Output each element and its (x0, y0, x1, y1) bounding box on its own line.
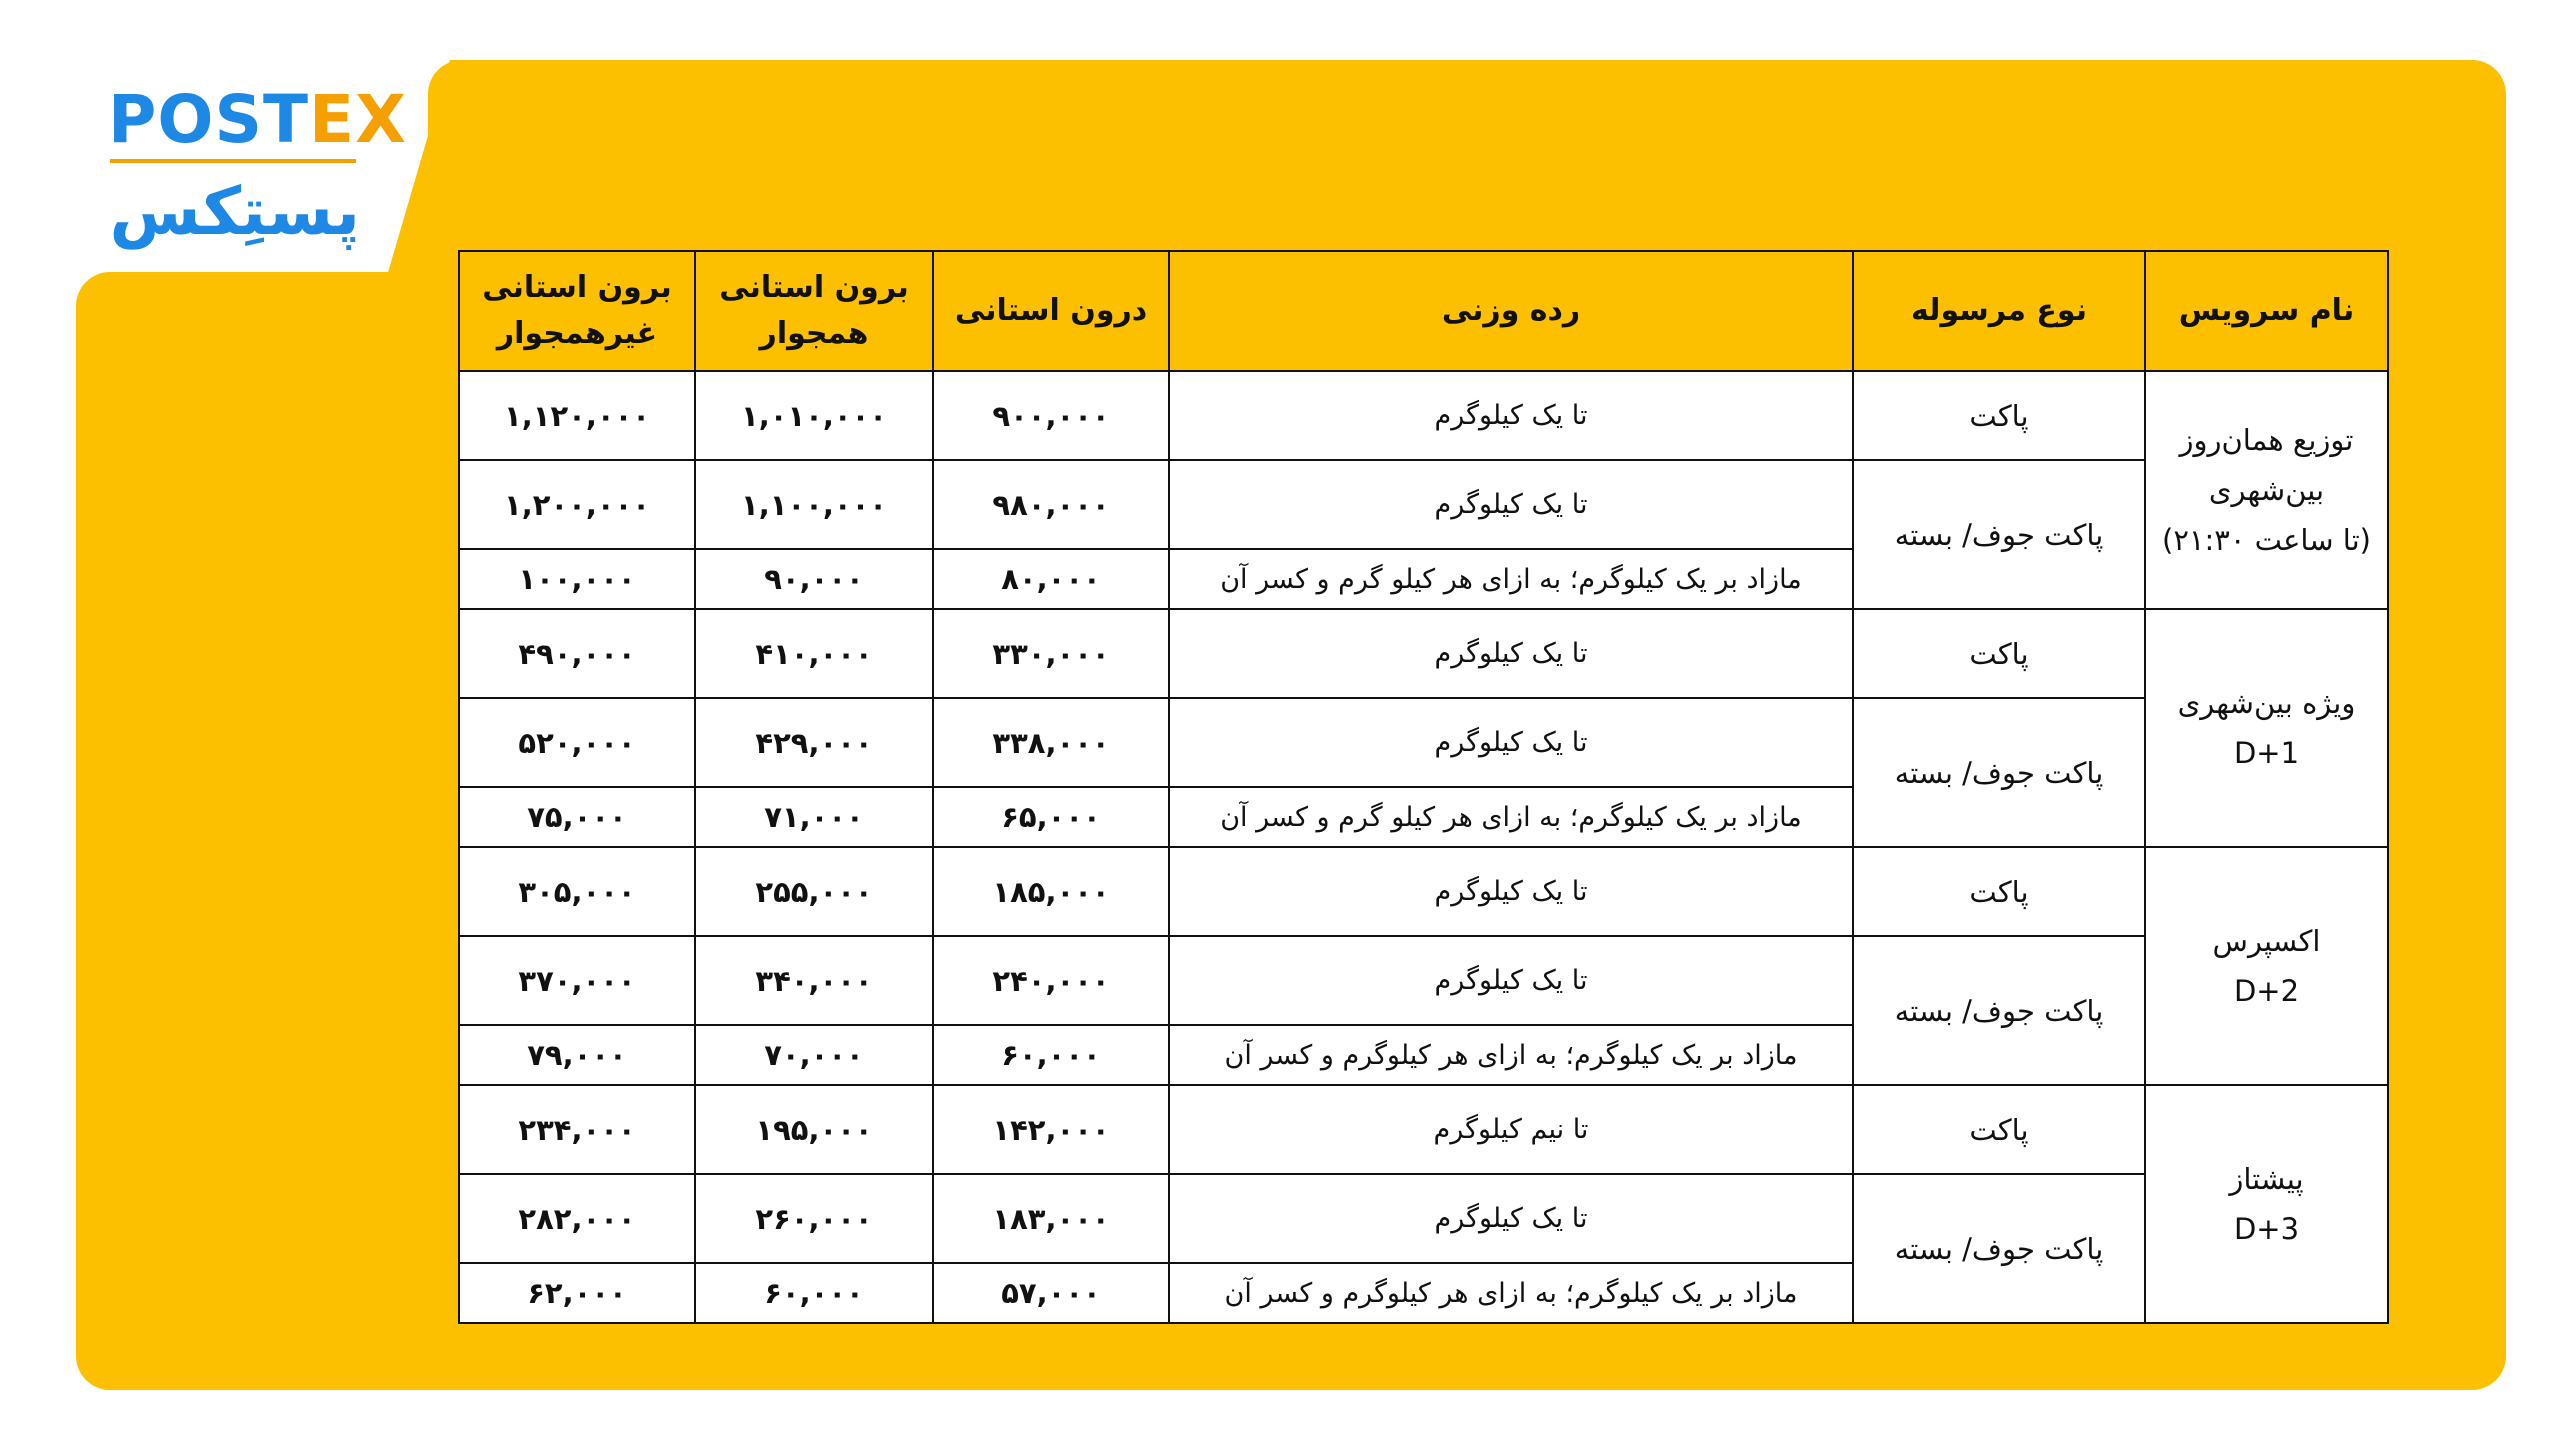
price-nonneighbor-cell: ۶۲,۰۰۰ (459, 1263, 695, 1323)
logo-divider (110, 159, 356, 163)
price-nonneighbor-cell: ۷۹,۰۰۰ (459, 1025, 695, 1085)
header-inter-nonneighbor-line2: غیرهمجوار (496, 316, 658, 351)
service-name-line: D+1 (2233, 736, 2300, 770)
header-inter-nonneighbor (459, 251, 695, 371)
header-parcel-type: نوع مرسوله (1853, 251, 2145, 371)
price-neighbor-cell: ۱,۱۰۰,۰۰۰ (695, 460, 933, 549)
service-name-line: توزیع همان‌روز (2179, 423, 2354, 457)
service-cell (2145, 847, 2388, 1085)
price-intra-cell: ۱۴۲,۰۰۰ (933, 1085, 1169, 1174)
service-name-line: (تا ساعت ۲۱:۳۰) (2162, 523, 2371, 557)
header-inter-neighbor-line2: همجوار (759, 316, 869, 351)
header-service: نام سرویس (2145, 251, 2388, 371)
price-nonneighbor-cell: ۷۵,۰۰۰ (459, 787, 695, 847)
price-neighbor-cell: ۹۰,۰۰۰ (695, 549, 933, 609)
price-intra-cell: ۶۰,۰۰۰ (933, 1025, 1169, 1085)
weight-class-cell: تا یک کیلوگرم (1169, 847, 1853, 936)
price-neighbor-cell: ۷۰,۰۰۰ (695, 1025, 933, 1085)
parcel-type-cell: پاکت (1853, 1085, 2145, 1174)
table-row (459, 609, 2388, 698)
service-name-line: ویژه بین‌شهری (2177, 686, 2356, 720)
logo-post: POST (108, 81, 310, 158)
weight-class-cell: مازاد بر یک کیلوگرم؛ به ازای هر کیلو گرم و کسر آن (1169, 549, 1853, 609)
parcel-type-cell: پاکت جوف/ بسته (1853, 1174, 2145, 1323)
header-inter-nonneighbor-line1: برون استانی (482, 270, 672, 305)
header-intra-province: درون استانی (933, 251, 1169, 371)
logo-ex: EX (309, 81, 408, 158)
parcel-type-cell: پاکت (1853, 609, 2145, 698)
price-intra-cell: ۱۸۵,۰۰۰ (933, 847, 1169, 936)
price-neighbor-cell: ۲۶۰,۰۰۰ (695, 1174, 933, 1263)
price-neighbor-cell: ۲۵۵,۰۰۰ (695, 847, 933, 936)
price-neighbor-cell: ۷۱,۰۰۰ (695, 787, 933, 847)
parcel-type-cell: پاکت جوف/ بسته (1853, 698, 2145, 847)
price-nonneighbor-cell: ۳۷۰,۰۰۰ (459, 936, 695, 1025)
header-inter-neighbor (695, 251, 933, 371)
table-row (459, 460, 2388, 549)
table-row (459, 1174, 2388, 1263)
weight-class-cell: تا یک کیلوگرم (1169, 698, 1853, 787)
table-header-row (459, 251, 2388, 371)
price-neighbor-cell: ۳۴۰,۰۰۰ (695, 936, 933, 1025)
price-intra-cell: ۳۳۸,۰۰۰ (933, 698, 1169, 787)
weight-class-cell: تا یک کیلوگرم (1169, 1174, 1853, 1263)
price-nonneighbor-cell: ۳۰۵,۰۰۰ (459, 847, 695, 936)
price-nonneighbor-cell: ۱,۱۲۰,۰۰۰ (459, 371, 695, 460)
price-intra-cell: ۱۸۳,۰۰۰ (933, 1174, 1169, 1263)
price-nonneighbor-cell: ۵۲۰,۰۰۰ (459, 698, 695, 787)
table-row (459, 936, 2388, 1025)
price-intra-cell: ۲۴۰,۰۰۰ (933, 936, 1169, 1025)
price-intra-cell: ۶۵,۰۰۰ (933, 787, 1169, 847)
table-row (459, 847, 2388, 936)
price-nonneighbor-cell: ۱,۲۰۰,۰۰۰ (459, 460, 695, 549)
logo-persian-text: پستِکس (109, 173, 360, 250)
price-intra-cell: ۳۳۰,۰۰۰ (933, 609, 1169, 698)
logo-latin-text (108, 80, 407, 160)
price-neighbor-cell: ۱,۰۱۰,۰۰۰ (695, 371, 933, 460)
table-row (459, 371, 2388, 460)
weight-class-cell: مازاد بر یک کیلوگرم؛ به ازای هر کیلوگرم و کسر آن (1169, 1263, 1853, 1323)
service-name-line: بین‌شهری (2208, 473, 2325, 507)
postex-logo (100, 80, 408, 260)
weight-class-cell: تا یک کیلوگرم (1169, 460, 1853, 549)
price-neighbor-cell: ۴۲۹,۰۰۰ (695, 698, 933, 787)
weight-class-cell: تا یک کیلوگرم (1169, 936, 1853, 1025)
service-cell (2145, 371, 2388, 609)
service-name-line: D+2 (2233, 974, 2300, 1008)
price-neighbor-cell: ۴۱۰,۰۰۰ (695, 609, 933, 698)
header-weight-class: رده وزنی (1169, 251, 1853, 371)
service-cell (2145, 1085, 2388, 1323)
parcel-type-cell: پاکت جوف/ بسته (1853, 936, 2145, 1085)
service-name-line: D+3 (2233, 1212, 2300, 1246)
parcel-type-cell: پاکت (1853, 847, 2145, 936)
weight-class-cell: مازاد بر یک کیلوگرم؛ به ازای هر کیلوگرم و کسر آن (1169, 1025, 1853, 1085)
price-nonneighbor-cell: ۴۹۰,۰۰۰ (459, 609, 695, 698)
header-inter-neighbor-line1: برون استانی (719, 270, 909, 305)
price-neighbor-cell: ۱۹۵,۰۰۰ (695, 1085, 933, 1174)
price-nonneighbor-cell: ۲۸۲,۰۰۰ (459, 1174, 695, 1263)
service-name-line: اکسپرس (2212, 924, 2321, 958)
price-nonneighbor-cell: ۱۰۰,۰۰۰ (459, 549, 695, 609)
price-intra-cell: ۹۰۰,۰۰۰ (933, 371, 1169, 460)
weight-class-cell: تا یک کیلوگرم (1169, 371, 1853, 460)
price-intra-cell: ۵۷,۰۰۰ (933, 1263, 1169, 1323)
weight-class-cell: مازاد بر یک کیلوگرم؛ به ازای هر کیلو گرم و کسر آن (1169, 787, 1853, 847)
table-row (459, 1085, 2388, 1174)
table-row (459, 698, 2388, 787)
weight-class-cell: تا یک کیلوگرم (1169, 609, 1853, 698)
price-nonneighbor-cell: ۲۳۴,۰۰۰ (459, 1085, 695, 1174)
price-intra-cell: ۹۸۰,۰۰۰ (933, 460, 1169, 549)
pricing-table (458, 250, 2389, 1324)
weight-class-cell: تا نیم کیلوگرم (1169, 1085, 1853, 1174)
price-intra-cell: ۸۰,۰۰۰ (933, 549, 1169, 609)
price-neighbor-cell: ۶۰,۰۰۰ (695, 1263, 933, 1323)
parcel-type-cell: پاکت جوف/ بسته (1853, 460, 2145, 609)
parcel-type-cell: پاکت (1853, 371, 2145, 460)
service-name-line: پیشتاز (2229, 1162, 2304, 1196)
service-cell (2145, 609, 2388, 847)
